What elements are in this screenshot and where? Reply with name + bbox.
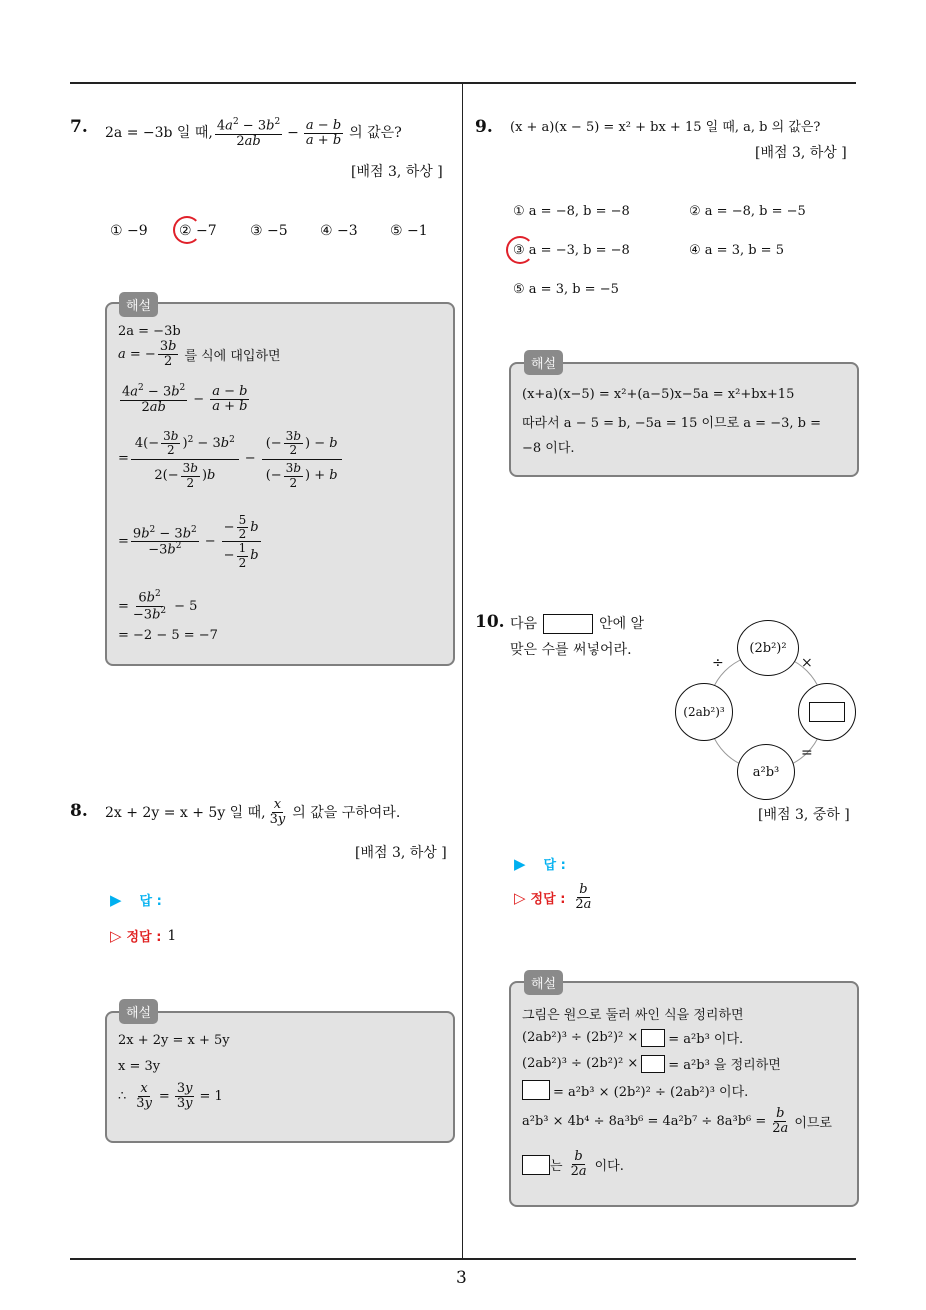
q9-choice-5[interactable]: ⑤ a = 3, b = −5 [513,282,619,297]
q9-meta: [배점 3, 하상 ] [755,145,847,161]
column-divider [462,83,463,1258]
q7-choice-5[interactable]: ⑤ −1 [390,223,428,239]
q9-selected-mark [506,236,534,264]
q7-exp-line6: = $\frac{6b^2}{-3b^2}$ − 5 [118,589,198,622]
q8-suffix: 의 값을 구하여라. [292,804,401,821]
q7-exp-line3: $\frac{4a^2 - 3b^2}{2ab}$ − $\frac{a - b}{a + b}$ [122,383,248,415]
q9-choice-3[interactable]: ③ a = −3, b = −8 [513,243,630,258]
q8-answer-label: 답 : [139,894,162,909]
q8-prefix: 2x + 2y = x + 5y 일 때, [105,804,266,821]
q7-selected-mark [173,216,201,244]
q8-exp-line3: ∴ $\frac{x}{3y}$ = $\frac{3y}{3y}$ = 1 [118,1081,223,1112]
q7-number: 7. [70,117,88,137]
q8-number: 8. [70,801,88,821]
q10-circle-right [798,683,856,741]
q7-frac1: $\frac{4a^2 - 3b^2}{2ab}$ [216,117,281,149]
q7-choice-4[interactable]: ④ −3 [320,223,358,239]
q7-exp-result: = −2 − 5 = −7 [118,628,218,643]
hollow-play-icon: ▷ [110,926,122,945]
q8-correct-label: 정답 : [126,930,162,945]
q10-correct-label: 정답 : [530,892,566,908]
q10-question-line2: 맞은 수를 써넣어라. [510,642,632,658]
q10-op-divide: ÷ [712,655,724,671]
q7-prefix: 2a = −3b 일 때, [105,125,213,142]
q7-exp-line2: a = − $\frac{3b}{2}$ 를 식에 대입하면 [118,339,281,370]
q8-correct-value: 1 [167,927,177,944]
q10-correct-value: $\frac{b}{2a}$ [575,882,592,913]
q10-question-line1: 다음 안에 알 [510,616,645,632]
q8-exp-line2: x = 3y [118,1059,161,1074]
q10-meta: [배점 3, 중하 ] [758,807,850,823]
q9-question: (x + a)(x − 5) = x² + bx + 15 일 때, a, b 의 값은? [510,120,821,135]
play-icon: ▶ [514,854,526,873]
q8-explanation-box [105,1011,455,1143]
hollow-play-icon: ▷ [514,888,526,907]
q10-exp-line5: a²b³ × 4b⁴ ÷ 8a³b⁶ = 4a²b⁷ ÷ 8a³b⁶ = $\frac{b}{2a}$ 이므로 [522,1106,832,1137]
q8-correct-row [110,926,176,945]
q7-suffix: 의 값은? [349,125,402,142]
q10-exp-line1: 그림은 원으로 둘러 싸인 식을 정리하면 [522,1008,744,1023]
q7-question: 2a = −3b 일 때, $\frac{4a^2 - 3b^2}{2ab}$ − $\frac{a - b}{a + b}$ 의 값은? [105,117,402,149]
q9-choice-2[interactable]: ② a = −8, b = −5 [689,204,806,219]
q10-circle-left: (2ab²)³ [675,683,733,741]
q7-frac2: $\frac{a - b}{a + b}$ [305,117,342,148]
q7-choice-3[interactable]: ③ −5 [250,223,288,239]
play-icon: ▶ [110,890,122,909]
q7-explanation-tag: 해설 [119,292,158,317]
q8-exp-line1: 2x + 2y = x + 5y [118,1033,230,1048]
q10-correct-row [514,883,595,913]
q7-choice-1[interactable]: ① −9 [110,223,148,239]
q9-exp-line1: (x+a)(x−5) = x²+(a−5)x−5a = x²+bx+15 [522,387,795,402]
q10-circle-right-box [809,702,845,722]
q9-explanation-tag: 해설 [524,350,563,375]
q7-exp-line1: 2a = −3b [118,324,181,339]
bottom-rule [70,1258,856,1260]
q10-explanation-tag: 해설 [524,970,563,995]
q9-exp-line3: −8 이다. [522,441,575,456]
q10-number: 10. [475,612,505,632]
q10-circle-top: (2b²)² [737,620,799,676]
q7-exp-line5: = $\frac{9b^2 - 3b^2}{-3b^2}$ − − $\frac{5}{2}$ b − $\frac{1}{2}$ b [118,513,259,570]
q10-answer-row [514,854,566,873]
q9-choice-4[interactable]: ④ a = 3, b = 5 [689,243,784,258]
q8-question: 2x + 2y = x + 5y 일 때, $\frac{x}{3y}$ 의 값을 구하여라. [105,797,401,828]
q10-circle-bottom: a²b³ [737,744,795,800]
q9-choice-1[interactable]: ① a = −8, b = −8 [513,204,630,219]
q8-answer-row [110,890,162,909]
q10-op-equals: = [801,745,813,761]
q7-meta: [배점 3, 하상 ] [351,164,443,180]
q10-exp-line6: 는 $\frac{b}{2a}$ 이다. [522,1150,624,1180]
q10-answer-label: 답 : [543,858,566,873]
top-rule [70,82,856,84]
q10-exp-line2: (2ab²)³ ÷ (2b²)² × = a²b³ 이다. [522,1030,744,1047]
q9-number: 9. [475,117,493,137]
q10-op-multiply: × [801,655,813,671]
q7-exp-line4: = 4(− $\frac{3b}{2}$ )$^2 - 3b^2$ 2(− $\frac{3b}{2}$ )b − (− $\frac{3b}{2}$ ) − b (− $\frac{3b}{2}$ ) + b [118,428,344,490]
q8-meta: [배점 3, 하상 ] [355,845,447,861]
q8-explanation-tag: 해설 [119,999,158,1024]
q10-exp-line4: = a²b³ × (2b²)² ÷ (2ab²)³ 이다. [522,1080,748,1100]
page-number: 3 [456,1268,467,1288]
q10-blank-box [543,614,593,634]
q9-exp-line2: 따라서 a − 5 = b, −5a = 15 이므로 a = −3, b = [522,416,821,431]
q10-exp-line3: (2ab²)³ ÷ (2b²)² × = a²b³ 을 정리하면 [522,1056,781,1073]
q7-choice-2[interactable]: ② −7 [179,223,217,239]
